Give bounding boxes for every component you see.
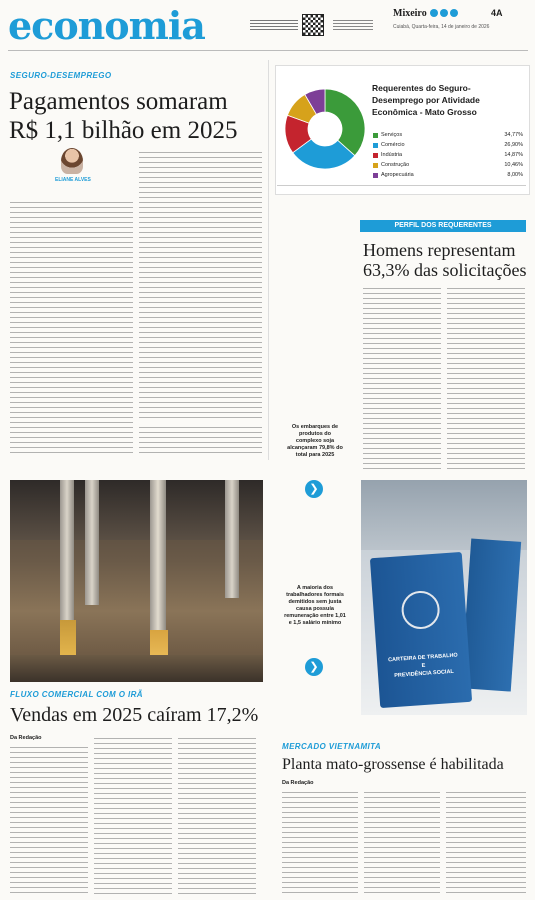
second-byline: Da Redação [10, 735, 42, 741]
main-body-col2-tail [139, 425, 262, 453]
legend-percent: 8,00% [507, 172, 523, 178]
profile-headline-line2: 63,3% das solicitações [363, 260, 527, 280]
main-headline-line1: Pagamentos somaram [9, 88, 228, 115]
promo-text [250, 18, 298, 30]
work-card-booklet [370, 552, 472, 708]
third-headline: Planta mato-grossense é habilitada [282, 756, 504, 773]
section-masthead: economia [8, 3, 205, 48]
pie-chart [284, 74, 366, 184]
qr-code-icon [302, 14, 324, 36]
chart-title-line1: Requerentes do Seguro- [372, 83, 471, 93]
newspaper-logo-dots [430, 8, 470, 18]
author-name: ELIANE ALVES [55, 177, 91, 183]
second-body-col2 [94, 736, 172, 895]
second-body-col3 [178, 736, 256, 895]
chart-title-line2: Desemprego por Atividade [372, 95, 480, 105]
legend-swatch [373, 143, 378, 148]
legend-item [373, 161, 523, 170]
chart-footer-rule [277, 185, 526, 186]
legend-swatch [373, 173, 378, 178]
legend-item [373, 151, 523, 160]
legend-item [373, 171, 523, 180]
legend-swatch [373, 163, 378, 168]
profile-headline-line1: Homens representam [363, 240, 516, 260]
newspaper-name: Mixeiro [393, 8, 427, 19]
legend-percent: 10,46% [504, 162, 523, 168]
arrow-icon: ❯ [305, 480, 323, 498]
header-promo-block [250, 14, 330, 36]
legend-item [373, 141, 523, 150]
work-card-line1: CARTEIRA DE TRABALHO [387, 652, 458, 664]
main-kicker: SEGURO-DESEMPREGO [10, 71, 112, 80]
profile-body-col2 [447, 286, 525, 471]
callout-2-text: A maioria dos trabalhadores formais demitidos sem justa causa possuía remuneração entre 1,01 e 1,5 salário mínimo [284, 585, 346, 626]
third-body-col1 [282, 790, 358, 895]
main-body-col2 [139, 150, 262, 420]
grain-silo-photo [10, 480, 263, 682]
legend-label: Indústria [381, 152, 403, 158]
third-body-col3 [446, 790, 526, 895]
column-divider [268, 60, 269, 460]
legend-item [373, 131, 523, 140]
second-kicker: FLUXO COMERCIAL COM O IRÃ [10, 690, 143, 699]
third-byline: Da Redação [282, 780, 314, 786]
legend-percent: 34,77% [504, 132, 523, 138]
work-card-line3: PREVIDÊNCIA SOCIAL [394, 668, 455, 679]
page-number: 4A [491, 8, 503, 18]
profile-body-col1 [363, 286, 441, 471]
legend-label: Construção [381, 162, 410, 168]
coat-of-arms-icon [400, 590, 441, 631]
callout-1-text: Os embarques de produtos do complexo soja alcançaram 79,8% do total para 2025 [287, 424, 343, 458]
author-avatar [61, 148, 83, 174]
third-kicker: MERCADO VIETNAMITA [282, 742, 382, 751]
legend-swatch [373, 133, 378, 138]
legend-swatch [373, 153, 378, 158]
legend-label: Serviços [381, 132, 403, 138]
date-line: Cuiabá, Quarta-feira, 14 de janeiro de 2026 [393, 24, 490, 30]
second-headline: Vendas em 2025 caíram 17,2% [10, 704, 259, 726]
third-body-col2 [364, 790, 440, 895]
legend-percent: 26,90% [504, 142, 523, 148]
second-body-col1 [10, 745, 88, 895]
main-headline-line2: R$ 1,1 bilhão em 2025 [9, 117, 238, 144]
main-body-col1 [10, 200, 133, 455]
legend-percent: 14,87% [504, 152, 523, 158]
work-card-line2: E [421, 662, 426, 670]
legend-label: Comércio [381, 142, 405, 148]
header-rule [8, 50, 528, 51]
arrow-icon-2: ❯ [305, 658, 323, 676]
chart-title-line3: Econômica - Mato Grosso [372, 107, 477, 117]
work-card-photo [361, 480, 527, 715]
profile-badge: PERFIL DOS REQUERENTES [360, 220, 526, 232]
header-promo-text-2 [333, 18, 373, 32]
legend-label: Agropecuária [381, 172, 414, 178]
